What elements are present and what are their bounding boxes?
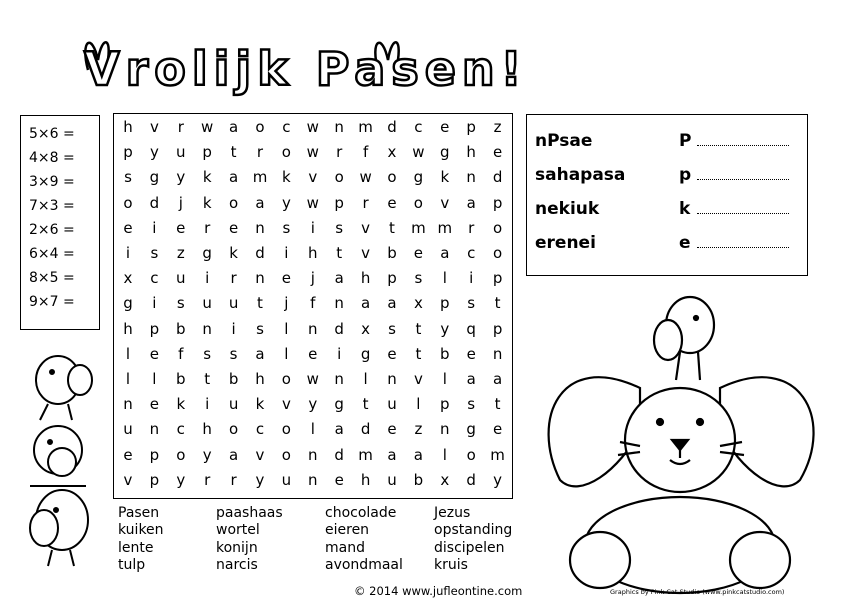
grid-cell: v <box>281 395 291 414</box>
grid-cell: y <box>202 445 212 464</box>
grid-cell: r <box>204 218 211 237</box>
grid-cell: e <box>123 445 133 464</box>
sum-item: 4×8 = <box>29 150 75 166</box>
grid-cell: v <box>255 445 265 464</box>
grid-cell: d <box>149 193 160 212</box>
grid-cell: t <box>204 370 211 388</box>
grid-cell: a <box>466 370 476 388</box>
grid-cell: l <box>442 445 447 464</box>
grid-cell: n <box>308 319 318 338</box>
grid-cell: p <box>149 319 160 338</box>
grid-cell: v <box>308 168 318 187</box>
grid-cell: g <box>149 168 160 187</box>
grid-cell: y <box>176 168 186 187</box>
grid-cell: y <box>308 395 318 414</box>
grid-cell: u <box>387 470 397 489</box>
grid-cell: n <box>202 319 212 338</box>
word-list-item: kruis <box>434 557 468 573</box>
grid-cell: e <box>440 118 450 136</box>
grid-cell: g <box>334 395 344 414</box>
grid-cell: g <box>360 344 371 363</box>
grid-cell: b <box>440 344 450 363</box>
grid-cell: r <box>230 269 237 288</box>
sum-item: 6×4 = <box>29 246 75 262</box>
grid-cell: t <box>494 395 501 414</box>
grid-cell: c <box>467 244 476 262</box>
grid-cell: n <box>123 395 133 414</box>
word-list-item: Jezus <box>434 505 471 521</box>
word-list-item: opstanding <box>434 522 513 538</box>
grid-cell: l <box>363 370 368 388</box>
grid-cell: o <box>229 420 239 439</box>
word-list-item: lente <box>118 540 154 556</box>
grid-cell: t <box>415 344 422 363</box>
word-list-item: eieren <box>325 522 370 538</box>
grid-cell: t <box>336 244 343 262</box>
grid-cell: e <box>466 344 476 363</box>
word-list-item: kuiken <box>118 522 164 538</box>
grid-cell: b <box>413 470 424 489</box>
grid-cell: n <box>492 344 503 363</box>
grid-cell: o <box>493 244 503 262</box>
grid-cell: c <box>150 269 159 288</box>
word-list-item: Pasen <box>118 505 160 521</box>
grid-cell: d <box>334 445 344 464</box>
grid-cell: g <box>440 143 450 162</box>
anagram-word: nPsae <box>535 131 593 151</box>
copyright-footer: © 2014 www.jufleontine.com <box>354 584 523 598</box>
grid-cell: e <box>334 470 344 489</box>
grid-cell: h <box>123 319 133 338</box>
grid-cell: i <box>152 294 157 313</box>
grid-cell: o <box>229 193 239 212</box>
grid-cell: n <box>466 168 476 187</box>
grid-cell: a <box>466 193 476 212</box>
word-list-item: wortel <box>216 522 260 538</box>
grid-cell: u <box>202 294 212 313</box>
grid-cell: w <box>201 118 214 136</box>
grid-cell: o <box>255 118 265 136</box>
grid-cell: m <box>358 118 373 136</box>
grid-cell: w <box>359 168 372 187</box>
grid-cell: d <box>466 470 476 489</box>
grid-cell: o <box>281 420 291 439</box>
grid-cell: d <box>492 168 503 187</box>
grid-cell: k <box>282 168 291 187</box>
grid-cell: l <box>310 420 315 439</box>
anagram-first-letter: e <box>679 233 691 253</box>
grid-cell: n <box>440 420 450 439</box>
grid-cell: n <box>255 269 265 288</box>
grid-cell: o <box>281 143 291 162</box>
grid-cell: e <box>492 420 503 439</box>
grid-cell: n <box>334 118 344 136</box>
grid-cell: o <box>466 445 476 464</box>
grid-cell: r <box>204 470 211 489</box>
sum-item: 8×5 = <box>29 270 75 286</box>
grid-cell: v <box>413 370 423 388</box>
sum-item: 2×6 = <box>29 222 75 238</box>
graphics-credit: Graphics by Pink Cat Studio (www.pinkcatstudio.com) <box>610 588 785 596</box>
grid-cell: g <box>123 294 133 313</box>
chick-stack-icon <box>30 356 92 566</box>
grid-cell: o <box>387 168 397 187</box>
grid-cell: l <box>125 344 131 363</box>
grid-cell: e <box>176 218 186 237</box>
grid-cell: l <box>416 395 421 414</box>
grid-cell: a <box>360 294 371 313</box>
grid-cell: j <box>284 294 289 313</box>
grid-cell: a <box>387 445 397 464</box>
grid-cell: x <box>413 294 423 313</box>
grid-cell: r <box>362 193 369 212</box>
grid-cell: v <box>123 470 133 489</box>
grid-cell: y <box>149 143 159 162</box>
grid-cell: p <box>492 269 503 288</box>
grid-cell: z <box>493 118 502 136</box>
grid-cell: h <box>360 269 371 288</box>
grid-cell: y <box>176 470 186 489</box>
grid-cell: p <box>149 445 160 464</box>
grid-cell: k <box>176 395 186 414</box>
grid-cell: c <box>176 420 185 439</box>
grid-cell: x <box>440 470 450 489</box>
grid-cell: m <box>252 168 268 187</box>
grid-cell: b <box>176 319 186 338</box>
anagram-first-letter: p <box>679 165 692 185</box>
grid-cell: a <box>334 269 344 288</box>
grid-cell: u <box>176 269 186 288</box>
grid-cell: h <box>123 118 133 136</box>
grid-cell: e <box>149 395 159 414</box>
grid-cell: i <box>469 269 474 288</box>
grid-cell: n <box>149 420 160 439</box>
grid-cell: r <box>336 143 343 162</box>
grid-cell: y <box>440 319 450 338</box>
grid-cell: h <box>466 143 476 162</box>
grid-cell: w <box>306 118 319 136</box>
anagram-first-letter: k <box>679 199 691 219</box>
grid-cell: o <box>123 193 133 212</box>
grid-cell: i <box>205 269 210 288</box>
anagram-first-letter: P <box>679 131 692 151</box>
grid-cell: n <box>255 218 265 237</box>
anagram-word: erenei <box>535 233 596 253</box>
grid-cell: e <box>492 143 503 162</box>
grid-cell: t <box>389 218 395 237</box>
grid-cell: t <box>230 143 237 162</box>
grid-cell: b <box>228 370 239 388</box>
word-list-item: chocolade <box>325 505 397 521</box>
grid-cell: a <box>228 445 239 464</box>
grid-cell: s <box>176 294 185 313</box>
grid-cell: d <box>334 319 344 338</box>
word-list-item: paashaas <box>216 505 283 521</box>
grid-cell: l <box>442 370 447 388</box>
grid-cell: p <box>440 294 450 313</box>
grid-cell: s <box>229 344 238 363</box>
grid-cell: i <box>310 218 315 237</box>
grid-cell: p <box>334 193 344 212</box>
grid-cell: e <box>387 420 397 439</box>
grid-cell: i <box>284 244 289 262</box>
grid-cell: w <box>306 143 319 162</box>
grid-cell: u <box>281 470 292 489</box>
grid-cell: p <box>492 319 503 338</box>
grid-cell: h <box>202 420 212 439</box>
grid-cell: z <box>414 420 423 439</box>
grid-cell: o <box>281 370 291 388</box>
grid-cell: u <box>387 395 397 414</box>
grid-cell: d <box>360 420 371 439</box>
grid-cell: e <box>387 193 397 212</box>
grid-cell: o <box>334 168 344 187</box>
word-list-item: tulp <box>118 557 146 573</box>
grid-cell: h <box>255 370 265 388</box>
word-list-item: avondmaal <box>325 557 403 573</box>
grid-cell: e <box>123 218 133 237</box>
grid-cell: i <box>337 344 342 363</box>
grid-cell: i <box>231 319 236 338</box>
grid-cell: a <box>492 370 503 388</box>
grid-cell: p <box>466 118 476 136</box>
grid-cell: p <box>149 470 160 489</box>
word-list-item: discipelen <box>434 540 505 556</box>
grid-cell: a <box>387 294 397 313</box>
grid-cell: x <box>123 269 133 288</box>
grid-cell: f <box>310 294 316 313</box>
grid-cell: d <box>387 118 397 136</box>
grid-cell: s <box>124 168 132 187</box>
sum-item: 7×3 = <box>29 198 75 214</box>
grid-cell: n <box>308 470 318 489</box>
anagram-word: sahapasa <box>535 165 626 185</box>
grid-cell: u <box>228 395 239 414</box>
grid-cell: a <box>413 445 423 464</box>
word-list-item: narcis <box>216 557 258 573</box>
grid-cell: f <box>178 344 184 363</box>
grid-cell: p <box>202 143 212 162</box>
grid-cell: m <box>358 445 373 464</box>
grid-cell: e <box>149 344 159 363</box>
grid-cell: g <box>202 244 212 262</box>
grid-cell: o <box>176 445 186 464</box>
grid-cell: c <box>414 118 423 136</box>
grid-cell: s <box>467 294 476 313</box>
grid-cell: n <box>387 370 397 388</box>
grid-cell: t <box>494 294 501 313</box>
grid-cell: y <box>255 470 265 489</box>
grid-cell: e <box>308 344 318 363</box>
sum-item: 3×9 = <box>29 174 75 190</box>
grid-cell: m <box>437 218 453 237</box>
grid-cell: g <box>413 168 424 187</box>
bunny-icon <box>549 297 814 593</box>
grid-cell: e <box>228 218 239 237</box>
grid-cell: l <box>284 344 289 363</box>
grid-cell: y <box>281 193 291 212</box>
grid-cell: p <box>440 395 450 414</box>
grid-cell: y <box>493 470 503 489</box>
grid-cell: v <box>149 118 159 136</box>
grid-cell: b <box>176 370 186 388</box>
grid-cell: a <box>255 193 265 212</box>
grid-cell: f <box>362 143 369 162</box>
grid-cell: e <box>387 344 397 363</box>
grid-cell: v <box>440 193 450 212</box>
grid-cell: h <box>308 244 318 262</box>
grid-cell: l <box>152 370 157 388</box>
grid-cell: r <box>177 118 184 136</box>
grid-cell: k <box>255 395 265 414</box>
anagram-word: nekiuk <box>535 199 600 219</box>
grid-cell: c <box>255 420 265 439</box>
grid-cell: k <box>440 168 450 187</box>
grid-cell: w <box>412 143 425 162</box>
grid-cell: b <box>387 244 397 262</box>
grid-cell: m <box>411 218 426 237</box>
grid-cell: s <box>388 319 396 338</box>
grid-cell: l <box>442 269 447 288</box>
grid-cell: t <box>362 395 369 414</box>
grid-cell: d <box>255 244 265 262</box>
grid-cell: h <box>360 470 371 489</box>
grid-cell: p <box>123 143 133 162</box>
grid-cell: r <box>230 470 237 489</box>
grid-cell: r <box>468 218 475 237</box>
grid-cell: m <box>490 445 505 464</box>
grid-cell: o <box>493 218 503 237</box>
grid-cell: l <box>284 319 289 338</box>
grid-cell: t <box>415 319 422 338</box>
grid-cell: s <box>150 244 159 262</box>
grid-cell: x <box>361 319 371 338</box>
grid-cell: s <box>203 344 212 363</box>
sum-item: 5×6 = <box>29 126 75 142</box>
grid-cell: g <box>466 420 476 439</box>
sum-item: 9×7 = <box>29 294 75 310</box>
grid-cell: s <box>282 218 291 237</box>
grid-cell: v <box>361 244 371 262</box>
grid-cell: s <box>335 218 344 237</box>
grid-cell: a <box>334 420 344 439</box>
grid-cell: w <box>306 370 319 388</box>
page-title: Vrolijk Pasen! <box>84 42 528 96</box>
grid-cell: a <box>255 344 265 363</box>
word-list-item: konijn <box>216 540 258 556</box>
grid-cell: a <box>228 168 239 187</box>
grid-cell: s <box>467 395 476 414</box>
grid-cell: k <box>202 168 212 187</box>
grid-cell: o <box>281 445 291 464</box>
grid-cell: v <box>361 218 371 237</box>
grid-cell: i <box>152 218 157 237</box>
grid-cell: u <box>228 294 239 313</box>
grid-cell: x <box>387 143 397 162</box>
grid-cell: o <box>413 193 423 212</box>
grid-cell: u <box>176 143 186 162</box>
grid-cell: n <box>334 370 344 388</box>
grid-cell: c <box>282 118 291 136</box>
grid-cell: r <box>256 143 264 162</box>
grid-cell: t <box>257 294 263 313</box>
grid-cell: e <box>413 244 423 262</box>
grid-cell: k <box>202 193 212 212</box>
grid-cell: q <box>466 319 476 338</box>
grid-cell: z <box>176 244 185 262</box>
grid-cell: i <box>125 244 131 262</box>
grid-cell: e <box>281 269 291 288</box>
grid-cell: a <box>228 118 239 136</box>
grid-cell: i <box>205 395 210 414</box>
grid-cell: l <box>125 370 131 388</box>
grid-cell: j <box>310 269 315 288</box>
grid-cell: u <box>123 420 133 439</box>
grid-cell: k <box>229 244 238 262</box>
grid-cell: s <box>414 269 423 288</box>
grid-cell: j <box>178 193 183 212</box>
grid-cell: s <box>256 319 264 338</box>
grid-cell: n <box>334 294 344 313</box>
grid-cell: w <box>306 193 319 212</box>
grid-cell: n <box>308 445 318 464</box>
word-list-item: mand <box>325 540 365 556</box>
grid-cell: a <box>440 244 450 262</box>
grid-cell: p <box>492 193 503 212</box>
grid-cell: p <box>387 269 397 288</box>
